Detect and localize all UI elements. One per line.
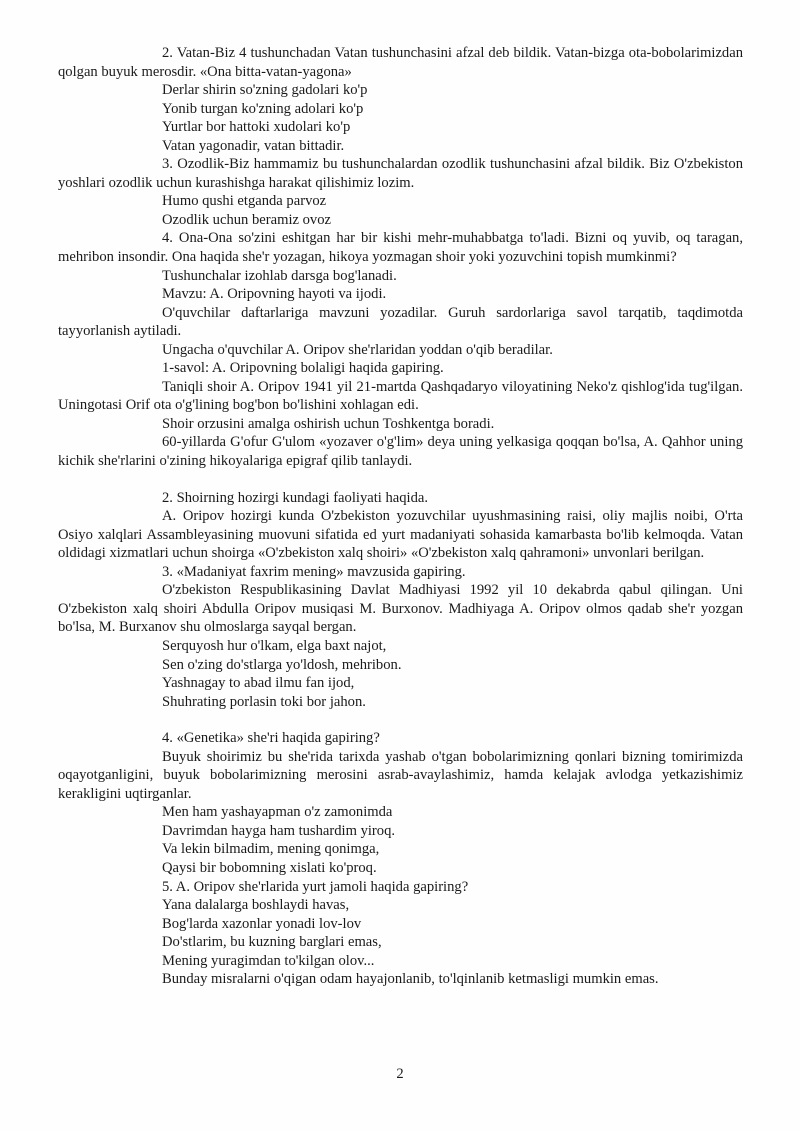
text-line: Shuhrating porlasin toki bor jahon. bbox=[162, 693, 366, 710]
text-line: Do'stlarim, bu kuzning barglari emas, bbox=[162, 934, 382, 951]
text-line: Sen o'zing do'stlarga yo'ldosh, mehribon. bbox=[162, 656, 402, 673]
paragraph: Taniqli shoir A. Oripov 1941 yil 21-martda Qashqadaryo viloyatining Neko'z qishlog'ida tug'ilgan. Uningotasi Orif ota o'g'lining bog'bon bo'lishini xohlagan edi. bbox=[58, 378, 743, 414]
paragraph: A. Oripov hozirgi kunda O'zbekiston yozuvchilar uyushmasining raisi, oliy majlis noibi, O'rta Osiyo xalqlari Assambleyasining muovuni sifatida ed yurt madaniyati sohasida kamarbasta bo'lib kelmoqda. Vatan oldidagi xizmatlari uchun shoirga «O'zbekiston xalq shoiri» «O'zbekiston xalq qahramoni» unvonlari berilgan. bbox=[58, 508, 743, 562]
text-line: Ungacha o'quvchilar A. Oripov she'rlaridan yoddan o'qib beradilar. bbox=[162, 341, 553, 358]
text-line: Shoir orzusini amalga oshirish uchun Toshkentga boradi. bbox=[162, 415, 495, 432]
text-line: Derlar shirin so'zning gadolari ko'p bbox=[162, 82, 368, 99]
text-line: Yashnagay to abad ilmu fan ijod, bbox=[162, 675, 355, 692]
paragraph: O'quvchilar daftarlariga mavzuni yozadilar. Guruh sardorlariga savol tarqatib, taqdimotda tayyorlanish aytiladi. bbox=[58, 304, 743, 340]
paragraph: O'zbekiston Respublikasining Davlat Madhiyasi 1992 yil 10 dekabrda qabul qilingan. Uni O'zbekiston xalq shoiri Abdulla Oripov musiqasi M. Burxonov. Madhiyaga A. Oripov olmos qadab she'r yozgan bo'lsa, M. Burxanov shu olmoslarga sayqal bergan. bbox=[58, 582, 743, 636]
paragraph: 60-yillarda G'ofur G'ulom «yozaver o'g'lim» deya uning yelkasiga qoqqan bo'lsa, A. Qahhor uning kichik she'rlarini o'zining hikoyalariga epigraf qilib tanlaydi. bbox=[58, 434, 743, 470]
text-line: Davrimdan hayga ham tushardim yiroq. bbox=[162, 822, 396, 839]
text-line: Tushunchalar izohlab darsga bog'lanadi. bbox=[162, 267, 397, 284]
blank-line bbox=[58, 711, 743, 729]
text-line: Yana dalalarga boshlaydi havas, bbox=[162, 897, 350, 914]
paragraph: 4. Ona-Ona so'zini eshitgan har bir kishi mehr-muhabbatga to'ladi. Bizni oq yuvib, oq taragan, mehribon insondir. Ona haqida she'r yozagan, hikoya yozmagan shoir yoki yozuvchini topish mumkinmi? bbox=[58, 230, 743, 266]
text-line: Ozodlik uchun beramiz ovoz bbox=[162, 211, 331, 228]
text-line: Yonib turgan ko'zning adolari ko'p bbox=[162, 100, 364, 117]
text-line: Va lekin bilmadim, mening qonimga, bbox=[162, 841, 380, 858]
text-line: Humo qushi etganda parvoz bbox=[162, 193, 327, 210]
text-line: 5. A. Oripov she'rlarida yurt jamoli haqida gapiring? bbox=[162, 878, 469, 895]
text-line: Men ham yashayapman o'z zamonimda bbox=[162, 804, 393, 821]
text-line: Mavzu: A. Oripovning hayoti va ijodi. bbox=[162, 286, 387, 303]
blank-line bbox=[58, 471, 743, 489]
paragraph: Buyuk shoirimiz bu she'rida tarixda yashab o'tgan bobolarimizning qonlari bizning tomirimizda oqayotganligini, buyuk bobolarimizning merosini asrab-avaylashimiz, hamda kelajak avlodga yetkazishimiz kerakligini uqtirganlar. bbox=[58, 748, 743, 802]
text-line: Bunday misralarni o'qigan odam hayajonlanib, to'lqinlanib ketmasligi mumkin emas. bbox=[162, 971, 659, 988]
text-line: Mening yuragimdan to'kilgan olov... bbox=[162, 952, 375, 969]
paragraph: 3. Ozodlik-Biz hammamiz bu tushunchalardan ozodlik tushunchasini afzal bildik. Biz O'zbekiston yoshlari ozodlik uchun kurashishga harakat qilishimiz lozim. bbox=[58, 156, 743, 191]
document-body bbox=[58, 44, 743, 989]
text-line: 3. «Madaniyat faxrim mening» mavzusida gapiring. bbox=[162, 563, 466, 580]
text-line: 2. Shoirning hozirgi kundagi faoliyati haqida. bbox=[162, 489, 429, 506]
text-line: Vatan yagonadir, vatan bittadir. bbox=[162, 137, 345, 154]
text-line: Serquyosh hur o'lkam, elga baxt najot, bbox=[162, 637, 387, 654]
page-number: 2 bbox=[396, 1066, 404, 1082]
text-line: Qaysi bir bobomning xislati ko'proq. bbox=[162, 859, 377, 876]
text-line: Yurtlar bor hattoki xudolari ko'p bbox=[162, 119, 351, 136]
text-line: 4. «Genetika» she'ri haqida gapiring? bbox=[162, 730, 380, 747]
text-line: Bog'larda xazonlar yonadi lov-lov bbox=[162, 915, 362, 932]
paragraph: 2. Vatan-Biz 4 tushunchadan Vatan tushunchasini afzal deb bildik. Vatan-bizga ota-bobolarimizdan qolgan buyuk merosdir. «Ona bitta-vatan-yagona» bbox=[58, 45, 743, 80]
text-line: 1-savol: A. Oripovning bolaligi haqida gapiring. bbox=[162, 360, 444, 377]
